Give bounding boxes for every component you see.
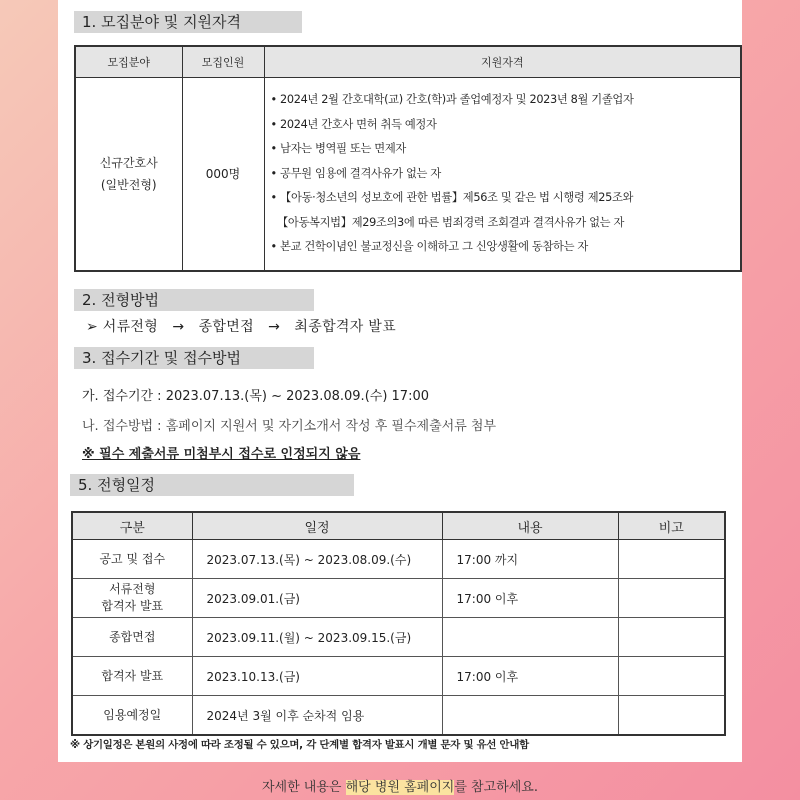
recruitment-table-header <box>75 46 741 78</box>
count-cell: 000명 <box>182 78 264 271</box>
schedule-label-line1: 서류전형 <box>109 582 156 596</box>
bottom-caption <box>0 776 800 795</box>
schedule-content: 17:00 이후 <box>442 657 618 696</box>
schedule-label: 합격자 발표 <box>72 657 192 696</box>
schedule-content <box>442 696 618 736</box>
requirement-item: • 2024년 간호사 면허 취득 예정자 <box>270 117 437 131</box>
schedule-date: 2023.09.01.(금) <box>192 579 442 618</box>
section-title-schedule: 5. 전형일정 <box>70 474 354 496</box>
field-cell <box>75 78 182 271</box>
recruitment-table-row <box>75 78 741 271</box>
schedule-note <box>618 657 725 696</box>
schedule-row <box>72 657 725 696</box>
caption-text-post: 를 참고하세요. <box>454 780 538 795</box>
section-title-recruitment: 1. 모집분야 및 지원자격 <box>74 11 302 33</box>
schedule-footnote: ※ 상기일정은 본원의 사정에 따라 조정될 수 있으며, 각 단계별 합격자 발표시 개별 문자 및 유선 안내함 <box>70 739 529 751</box>
header-count: 모집인원 <box>182 46 264 78</box>
schedule-row <box>72 540 725 579</box>
requirement-item: • 본교 건학이념인 불교정신을 이해하고 그 신앙생활에 동참하는 자 <box>270 240 588 253</box>
schedule-content: 17:00 까지 <box>442 540 618 579</box>
schedule-label <box>72 579 192 618</box>
schedule-row <box>72 696 725 736</box>
section-title-process: 2. 전형방법 <box>74 289 314 311</box>
field-name: 신규간호사 <box>99 155 158 170</box>
requirement-item: • 남자는 병역필 또는 면제자 <box>270 142 406 155</box>
field-type: (일반전형) <box>100 177 157 192</box>
recruitment-table <box>74 45 742 272</box>
schedule-label: 임용예정일 <box>72 696 192 736</box>
schedule-note <box>618 540 725 579</box>
schedule-row <box>72 579 725 618</box>
header-note: 비고 <box>618 512 725 540</box>
requirement-item: • 공무원 임용에 결격사유가 없는 자 <box>270 166 441 180</box>
schedule-table-header <box>72 512 725 540</box>
header-schedule: 일정 <box>192 512 442 540</box>
schedule-date: 2024년 3월 이후 순차적 임용 <box>192 696 442 736</box>
requirement-item: 【아동복지법】제29조의3에 따른 범죄경력 조회결과 결격사유가 없는 자 <box>270 215 625 229</box>
application-note: ※ 필수 제출서류 미첨부시 접수로 인정되지 않음 <box>82 447 361 462</box>
schedule-note <box>618 618 725 657</box>
header-content: 내용 <box>442 512 618 540</box>
schedule-date: 2023.07.13.(목) ~ 2023.08.09.(수) <box>192 540 442 579</box>
requirement-item: • 2024년 2월 간호대학(교) 간호(학)과 졸업예정자 및 2023년 8월 기졸업자 <box>270 93 634 106</box>
document-sheet <box>58 0 742 762</box>
header-requirements: 지원자격 <box>264 46 741 78</box>
application-method: 나. 접수방법 : 홈페이지 지원서 및 자기소개서 작성 후 필수제출서류 첨부 <box>82 419 497 434</box>
requirements-cell <box>264 78 741 271</box>
process-flow: ➢ 서류전형 → 종합면접 → 최종합격자 발표 <box>86 319 396 335</box>
schedule-row <box>72 618 725 657</box>
schedule-date: 2023.10.13.(금) <box>192 657 442 696</box>
requirement-item: • 【아동·청소년의 성보호에 관한 법률】제56조 및 같은 법 시행령 제25조와 <box>270 191 634 204</box>
caption-text-pre: 자세한 내용은 <box>262 780 346 795</box>
schedule-note <box>618 696 725 736</box>
schedule-note <box>618 579 725 618</box>
header-field: 모집분야 <box>75 46 182 78</box>
schedule-label: 종합면접 <box>72 618 192 657</box>
caption-highlight: 해당 병원 홈페이지 <box>345 780 455 795</box>
schedule-label-line2: 합격자 발표 <box>101 599 164 613</box>
schedule-table <box>71 511 726 736</box>
section-title-application: 3. 접수기간 및 접수방법 <box>74 347 314 369</box>
schedule-date: 2023.09.11.(월) ~ 2023.09.15.(금) <box>192 618 442 657</box>
application-period: 가. 접수기간 : 2023.07.13.(목) ~ 2023.08.09.(수) 17:00 <box>82 389 429 404</box>
schedule-content <box>442 618 618 657</box>
schedule-label: 공고 및 접수 <box>72 540 192 579</box>
header-category: 구분 <box>72 512 192 540</box>
schedule-content: 17:00 이후 <box>442 579 618 618</box>
